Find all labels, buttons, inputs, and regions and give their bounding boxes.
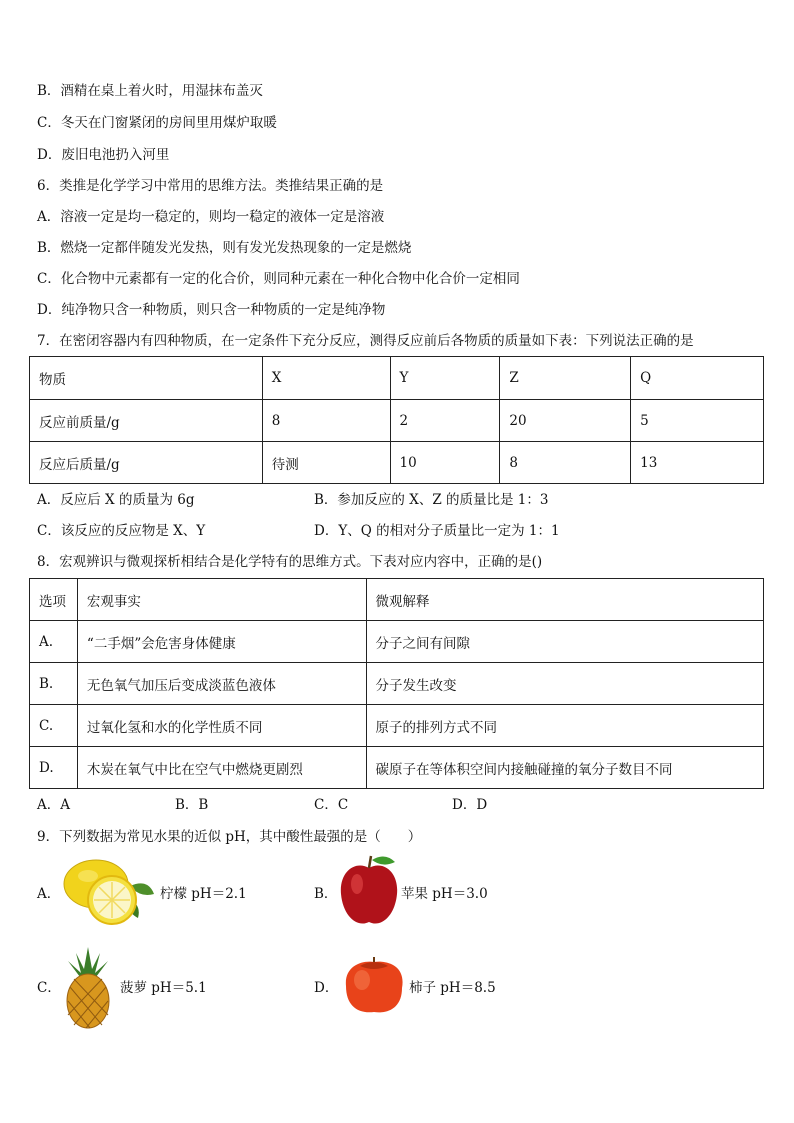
table-cell: 物质 (30, 357, 263, 400)
table-row (30, 663, 764, 705)
q8-stem: 8．宏观辨识与微观探析相结合是化学特有的思维方式。下表对应内容中，正确的是() (37, 554, 543, 570)
lemon-icon (60, 856, 158, 928)
table-cell: D. (30, 747, 78, 789)
table-cell: 5 (631, 400, 764, 442)
q6-option-a: A．溶液一定是均一稳定的，则均一稳定的液体一定是溶液 (37, 209, 385, 225)
table-cell: A. (30, 621, 78, 663)
apple-icon (337, 854, 401, 930)
q7-option-a: A．反应后 X 的质量为 6g (37, 492, 195, 508)
table-cell: 选项 (30, 579, 78, 621)
q9-option-c-label: 菠萝 pH＝5.1 (120, 980, 207, 996)
table-cell: 木炭在氧气中比在空气中燃烧更剧烈 (77, 747, 366, 789)
table-cell: 反应前质量/g (30, 400, 263, 442)
q8-option-a: A．A (37, 797, 70, 813)
table-cell: 13 (631, 442, 764, 484)
q7-stem: 7．在密闭容器内有四种物质，在一定条件下充分反应，测得反应前后各物质的质量如下表：下列说法正确的是 (37, 333, 694, 349)
persimmon-icon (340, 956, 408, 1016)
q7-option-d: D．Y、Q 的相对分子质量比一定为 1：1 (314, 523, 560, 539)
q5-option-c: C．冬天在门窗紧闭的房间里用煤炉取暖 (37, 115, 277, 131)
table-cell: “二手烟”会危害身体健康 (77, 621, 366, 663)
q6-option-b: B．燃烧一定都伴随发光发热，则有发光发热现象的一定是燃烧 (37, 240, 412, 256)
q9-option-c-letter: C． (37, 980, 61, 996)
table-row (30, 579, 764, 621)
table-cell: C. (30, 705, 78, 747)
table-cell: Z (500, 357, 631, 400)
table-cell: 待测 (262, 442, 390, 484)
table-row (30, 442, 764, 484)
table-cell: 微观解释 (366, 579, 763, 621)
table-cell: 分子发生改变 (366, 663, 763, 705)
table-cell: 10 (390, 442, 500, 484)
table-cell: Y (390, 357, 500, 400)
q9-option-a-label: 柠檬 pH＝2.1 (160, 886, 247, 902)
q9-option-a-letter: A． (37, 886, 61, 902)
q9-option-d-label: 柿子 pH＝8.5 (409, 980, 496, 996)
q8-fact-table (29, 578, 764, 789)
table-cell: B. (30, 663, 78, 705)
table-cell: 2 (390, 400, 500, 442)
table-row (30, 400, 764, 442)
table-cell: X (262, 357, 390, 400)
table-cell: 20 (500, 400, 631, 442)
q6-stem: 6．类推是化学学习中常用的思维方法。类推结果正确的是 (37, 178, 384, 194)
q7-option-c: C．该反应的反应物是 X、Y (37, 523, 206, 539)
q7-option-b: B．参加反应的 X、Z 的质量比是 1：3 (314, 492, 549, 508)
q8-option-c: C．C (314, 797, 349, 813)
table-cell: 8 (500, 442, 631, 484)
table-row (30, 621, 764, 663)
q5-option-d: D．废旧电池扔入河里 (37, 147, 170, 163)
q6-option-d: D．纯净物只含一种物质，则只含一种物质的一定是纯净物 (37, 302, 386, 318)
table-cell: 宏观事实 (77, 579, 366, 621)
q5-option-b: B．酒精在桌上着火时，用湿抹布盖灭 (37, 83, 263, 99)
q9-option-b-label: 苹果 pH＝3.0 (401, 886, 488, 902)
table-row (30, 747, 764, 789)
table-cell: 反应后质量/g (30, 442, 263, 484)
q6-option-c: C．化合物中元素都有一定的化合价，则同种元素在一种化合物中化合价一定相同 (37, 271, 520, 287)
table-row (30, 357, 764, 400)
pineapple-icon (62, 945, 114, 1029)
q7-mass-table (29, 356, 764, 484)
q9-option-d-letter: D． (314, 980, 339, 996)
q9-stem: 9．下列数据为常见水果的近似 pH，其中酸性最强的是（ ） (37, 829, 422, 845)
q9-option-b-letter: B． (314, 886, 338, 902)
table-cell: Q (631, 357, 764, 400)
table-row (30, 705, 764, 747)
q8-option-d: D．D (452, 797, 488, 813)
table-cell: 8 (262, 400, 390, 442)
table-cell: 无色氧气加压后变成淡蓝色液体 (77, 663, 366, 705)
table-cell: 过氧化氢和水的化学性质不同 (77, 705, 366, 747)
table-cell: 碳原子在等体积空间内接触碰撞的氧分子数目不同 (366, 747, 763, 789)
q8-option-b: B．B (175, 797, 209, 813)
table-cell: 分子之间有间隙 (366, 621, 763, 663)
table-cell: 原子的排列方式不同 (366, 705, 763, 747)
